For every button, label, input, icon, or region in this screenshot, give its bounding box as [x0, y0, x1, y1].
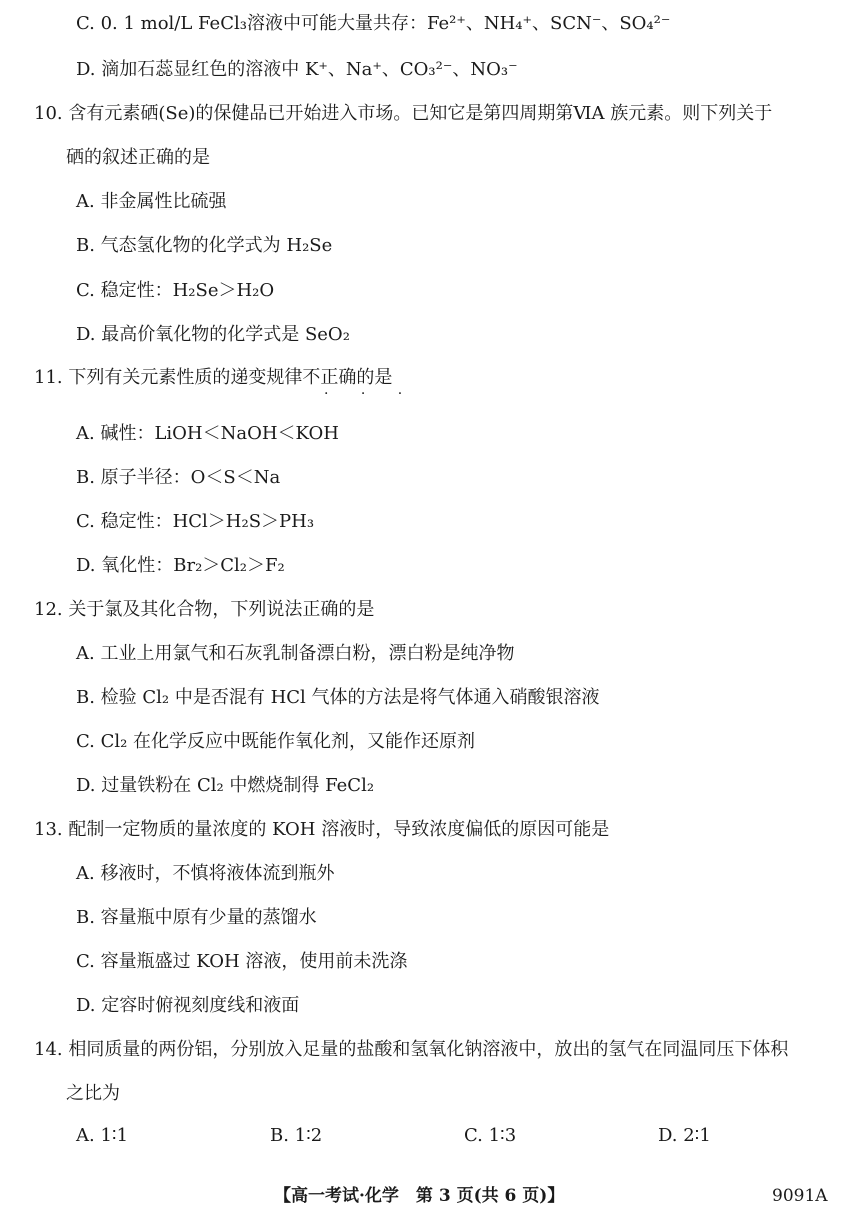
q14-option-b: B. 1∶2 [270, 1125, 323, 1146]
emphasis-dots: · · · [324, 386, 417, 402]
q12-option-d: D. 过量铁粉在 Cl₂ 中燃烧制得 FeCl₂ [76, 775, 375, 796]
q10-option-b: B. 气态氢化物的化学式为 H₂Se [76, 235, 333, 256]
q10-stem: 10. 含有元素硒(Se)的保健品已开始进入市场。已知它是第四周期第ⅥA 族元素。则下列关于 [34, 103, 773, 124]
q14-option-a: A. 1∶1 [76, 1125, 129, 1146]
q14-option-d: D. 2∶1 [658, 1125, 711, 1146]
page-footer: 【高一考试·化学 第 3 页(共 6 页)】 [274, 1186, 565, 1206]
q10-option-d: D. 最高价氧化物的化学式是 SeO₂ [76, 324, 350, 345]
q14-stem-cont: 之比为 [66, 1083, 120, 1104]
q12-stem: 12. 关于氯及其化合物，下列说法正确的是 [34, 599, 375, 620]
q14-stem: 14. 相同质量的两份铝，分别放入足量的盐酸和氢氧化钠溶液中，放出的氢气在同温同压下体积 [34, 1039, 789, 1060]
q11-stem: 11. 下列有关元素性质的递变规律不正确的是 [34, 367, 393, 388]
q11-option-b: B. 原子半径：O＜S＜Na [76, 467, 281, 488]
q13-option-d: D. 定容时俯视刻度线和液面 [76, 995, 300, 1016]
q13-stem: 13. 配制一定物质的量浓度的 KOH 溶液时，导致浓度偏低的原因可能是 [34, 819, 610, 840]
q13-option-a: A. 移液时，不慎将液体流到瓶外 [76, 863, 335, 884]
exam-code: 9091A [772, 1186, 828, 1206]
q12-option-a: A. 工业上用氯气和石灰乳制备漂白粉，漂白粉是纯净物 [76, 643, 515, 664]
q13-option-b: B. 容量瓶中原有少量的蒸馏水 [76, 907, 317, 928]
q10-stem-cont: 硒的叙述正确的是 [66, 147, 210, 168]
q14-option-c: C. 1∶3 [464, 1125, 517, 1146]
q12-option-c: C. Cl₂ 在化学反应中既能作氧化剂，又能作还原剂 [76, 731, 476, 752]
q13-option-c: C. 容量瓶盛过 KOH 溶液，使用前未洗涤 [76, 951, 408, 972]
q11-option-a: A. 碱性：LiOH＜NaOH＜KOH [76, 423, 339, 444]
q12-option-b: B. 检验 Cl₂ 中是否混有 HCl 气体的方法是将气体通入硝酸银溶液 [76, 687, 600, 708]
q11-option-d: D. 氧化性：Br₂＞Cl₂＞F₂ [76, 555, 285, 576]
q9-option-d: D. 滴加石蕊显红色的溶液中 K⁺、Na⁺、CO₃²⁻、NO₃⁻ [76, 59, 518, 80]
q11-option-c: C. 稳定性：HCl＞H₂S＞PH₃ [76, 511, 315, 532]
q10-option-c: C. 稳定性：H₂Se＞H₂O [76, 280, 275, 301]
q9-option-c: C. 0. 1 mol/L FeCl₃溶液中可能大量共存：Fe²⁺、NH₄⁺、SCN⁻、SO₄²⁻ [76, 13, 671, 34]
q10-option-a: A. 非金属性比硫强 [76, 191, 227, 212]
